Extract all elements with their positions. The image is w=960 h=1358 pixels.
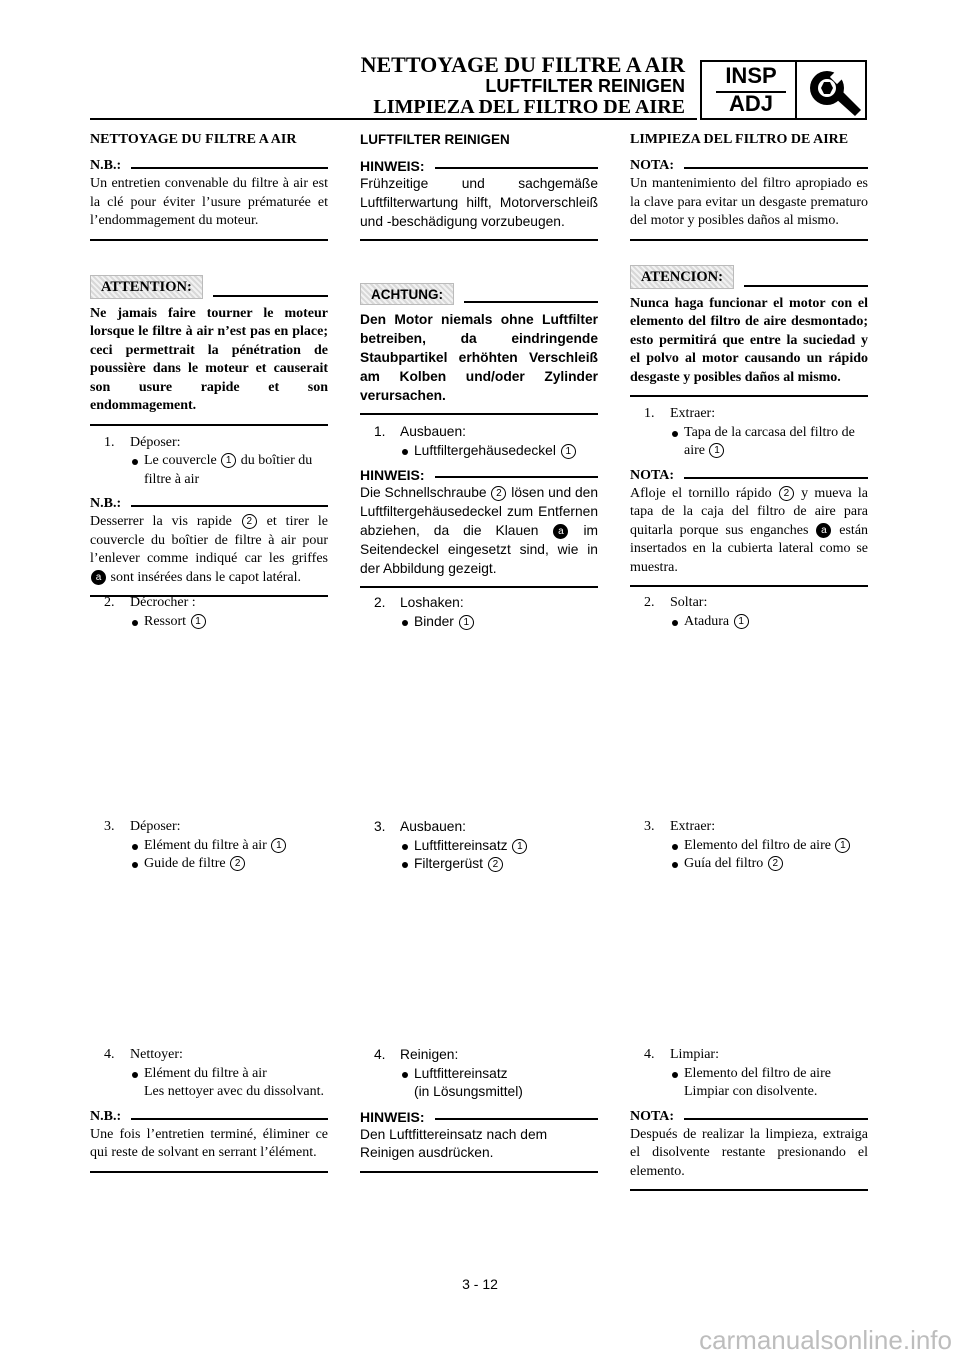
note-text: Un entretien convenable du filtre à air est la clé pour éviter l’usure prématurée et l’endommagement du moteur. <box>90 176 328 228</box>
badge-adj: ADJ <box>728 91 773 116</box>
note-end-rule <box>630 585 868 587</box>
note-header: HINWEIS: <box>360 1108 598 1126</box>
step-2-es <box>630 588 868 631</box>
step-1: 1. Ausbauen: <box>374 424 466 440</box>
column-es <box>630 131 868 587</box>
caution-text: Ne jamais faire tourner le moteur lorsque le filtre à air n’est pas en place; ceci permettrait la pénétration de poussière dans le moteur et causerait son usure rapide et son endommagement. <box>90 305 328 413</box>
step-3-item-2: Filtergerüst 2 <box>360 855 598 874</box>
step-4-es <box>630 1040 868 1191</box>
header-title-fr: NETTOYAGE DU FILTRE A AIR <box>360 52 685 77</box>
step-4-sub: (in Lösungsmittel) <box>414 1084 523 1099</box>
step-2: 2. Soltar: <box>644 595 708 610</box>
header-title-es: LIMPIEZA DEL FILTRO DE AIRE <box>373 96 685 118</box>
note-text: Afloje el tornillo rápido 2 y mueva la tapa de la caja del filtro de aire para quitarla porque sus enganches a están insertados en la cubierta lateral como se muestra. <box>630 485 869 575</box>
caution-text: Nunca haga funcionar el motor con el elemento del filtro de aire desmontado; esto permitirá que entre la suciedad y el polvo al motor causando un rápido desgaste y posibles daños al mismo. <box>630 295 868 385</box>
note-header: N.B.: <box>90 1108 328 1126</box>
column-de <box>360 131 598 588</box>
step-3-item-2: Guide de filtre 2 <box>90 855 328 874</box>
step-4-sub: Limpiar con disolvente. <box>684 1084 818 1099</box>
step-2-item: Atadura 1 <box>630 613 868 632</box>
step-2-item: Binder 1 <box>360 613 598 632</box>
step-1-item: Luftfiltergehäusedeckel 1 <box>360 442 598 461</box>
note-text: Frühzeitige und sachgemäße Luftfilterwartung hilft, Motorverschleiß und -beschädigung vorzubeugen. <box>360 176 598 229</box>
step-1-item: Le couvercle 1 du boîtier du <box>90 452 328 471</box>
note-header: HINWEIS: <box>360 157 598 175</box>
note-header: NOTA: <box>630 157 868 175</box>
step-2: 2. Décrocher : <box>104 595 196 610</box>
watermark: carmanualsonline.info <box>699 1325 952 1355</box>
note-end-rule <box>360 1171 598 1173</box>
step-4-fr <box>90 1040 328 1173</box>
note-header <box>90 157 328 175</box>
step-3: 3. Ausbauen: <box>374 819 466 834</box>
note-end-rule <box>630 1189 868 1191</box>
section-title-fr: NETTOYAGE DU FILTRE A AIR <box>90 132 297 147</box>
note-text: Die Schnellschraube 2 lösen und den Luftfiltergehäusedeckel zum Entfernen abziehen, da die Klauen a im Seitendeckel eingesetzt sind, wie in der Abbildung gezeigt. <box>360 485 598 576</box>
wrench-icon <box>805 66 863 116</box>
section-title-es: LIMPIEZA DEL FILTRO DE AIRE <box>630 132 849 147</box>
note-text: Un mantenimiento del filtro apropiado es la clave para evitar un desgaste prematuro del motor y posibles daños al mismo. <box>630 176 868 228</box>
note-text: Une fois l’entretien terminé, éliminer ce qui reste de solvant en serrant l’élément. <box>90 1126 328 1160</box>
step-3-de <box>360 812 598 874</box>
step-1-item: Tapa de la carcasa del filtro de aire 1 <box>630 424 868 461</box>
caution-header <box>90 275 328 299</box>
step-3-es <box>630 812 868 874</box>
note-header: N.B.: <box>90 495 328 513</box>
step-4: 4. Nettoyer: <box>104 1047 183 1062</box>
insp-adj-badge <box>700 60 867 120</box>
badge-insp: INSP <box>725 63 777 88</box>
step-4-sub: Les nettoyer avec du dissolvant. <box>144 1084 325 1099</box>
step-2: 2. Loshaken: <box>374 595 464 610</box>
step-4-de <box>360 1040 598 1173</box>
header-title-de: LUFTFILTER REINIGEN <box>485 76 685 96</box>
step-3: 3. Extraer: <box>644 819 716 834</box>
step-4: 4. Reinigen: <box>374 1047 459 1062</box>
step-2-item: Ressort 1 <box>90 613 328 632</box>
step-1: 1. Déposer: <box>104 434 181 450</box>
page-number: 3 - 12 <box>462 1276 498 1292</box>
step-3-item-1: Luftfittereinsatz 1 <box>360 837 598 856</box>
section-title-de: LUFTFILTER REINIGEN <box>360 132 510 147</box>
step-3-fr <box>90 812 328 874</box>
badge-separator <box>795 62 797 118</box>
caution-end-rule <box>90 424 328 426</box>
caution-end-rule <box>630 395 868 397</box>
note-label: N.B.: <box>90 158 122 173</box>
caution-end-rule <box>360 413 598 415</box>
header-rule <box>90 118 697 120</box>
caution-text: Den Motor niemals ohne Luftfilter betreiben, da eindringende Staubpartikel erhöhten Verschleiß am Kolben und/oder Zylinder verursachen. <box>360 312 598 403</box>
step-1: 1. Extraer: <box>644 406 716 421</box>
step-1-item-cont: filtre à air <box>144 471 200 487</box>
caution-label: ATTENTION: <box>90 275 203 299</box>
step-2-fr <box>90 588 328 631</box>
step-3-item-2: Guía del filtro 2 <box>630 855 868 874</box>
step-2-de <box>360 588 598 631</box>
caution-header: ACHTUNG: <box>360 283 598 305</box>
caution-header: ATENCION: <box>630 265 868 289</box>
note-text: Después de realizar la limpieza, extraiga el disolvente restante presionando el elemento. <box>630 1126 868 1179</box>
note-header: NOTA: <box>630 467 868 485</box>
step-4: 4. Limpiar: <box>644 1047 719 1062</box>
note-header: HINWEIS: <box>360 466 598 484</box>
step-4-item: Luftfittereinsatz <box>360 1065 598 1084</box>
step-3-item-1: Elément du filtre à air 1 <box>90 837 328 856</box>
column-fr <box>90 131 328 597</box>
note-text: Den Luftfittereinsatz nach dem Reinigen ausdrücken. <box>360 1126 548 1161</box>
step-4-item: Elément du filtre à air <box>90 1065 328 1084</box>
note-header: NOTA: <box>630 1108 868 1126</box>
note-text: Desserrer la vis rapide 2 et tirer le couvercle du boîtier de filtre à air pour l’enlever comme indiqué car les griffes a sont insérées dans le capot latéral. <box>90 514 329 585</box>
step-4-item: Elemento del filtro de aire <box>630 1065 868 1084</box>
step-3: 3. Déposer: <box>104 819 181 834</box>
step-3-item-1: Elemento del filtro de aire 1 <box>630 837 868 856</box>
note-end-rule <box>90 1171 328 1173</box>
